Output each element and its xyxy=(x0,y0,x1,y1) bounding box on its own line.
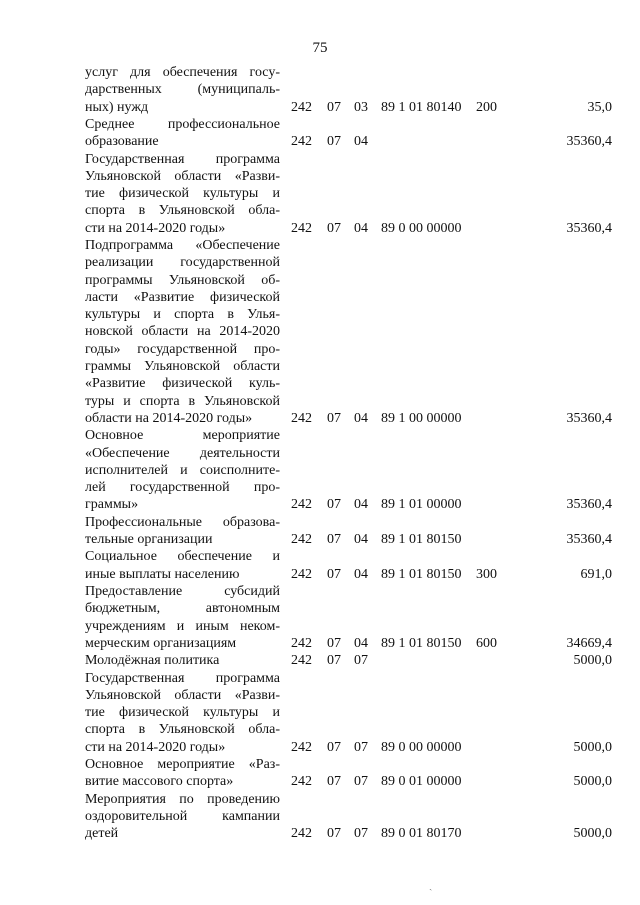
description-line: учреждениям и иным неком- xyxy=(85,618,280,634)
target-article-code: 89 0 00 00000 xyxy=(381,220,462,236)
section-code: 07 xyxy=(327,532,341,548)
description-line: годы» государственной про- xyxy=(85,341,280,357)
description-line: услуг для обеспечения госу- xyxy=(85,65,280,80)
description-line: Основное мероприятие «Раз- xyxy=(85,757,280,772)
target-article-code: 89 1 01 80150 xyxy=(381,566,462,582)
target-article-code: 89 0 01 00000 xyxy=(381,774,462,790)
description-line: тие физической культуры и xyxy=(85,186,280,202)
amount-value: 5000,0 xyxy=(573,774,612,790)
amount-value: 5000,0 xyxy=(573,826,612,842)
section-code: 07 xyxy=(327,99,341,115)
description-line: Государственная программа xyxy=(85,151,280,167)
amount-value: 5000,0 xyxy=(573,739,612,755)
row-description xyxy=(85,514,280,549)
subsection-code: 07 xyxy=(354,653,368,669)
grbs-code: 242 xyxy=(291,99,312,115)
description-line: новской области на 2014-2020 xyxy=(85,324,280,340)
amount-value: 35360,4 xyxy=(566,497,612,513)
page-number: 75 xyxy=(312,40,328,56)
expense-type-code: 300 xyxy=(476,566,497,582)
row-description xyxy=(85,151,280,237)
section-code: 07 xyxy=(327,497,341,513)
amount-value: 34669,4 xyxy=(566,635,612,651)
section-code: 07 xyxy=(327,826,341,842)
row-description xyxy=(85,237,280,427)
subsection-code: 04 xyxy=(354,497,368,513)
section-code: 07 xyxy=(327,411,341,426)
expense-type-code: 200 xyxy=(476,99,497,115)
description-line: области на 2014-2020 годы» xyxy=(85,410,253,426)
row-description xyxy=(85,583,280,652)
subsection-code: 04 xyxy=(354,220,368,236)
grbs-code: 242 xyxy=(291,497,312,513)
section-code: 07 xyxy=(327,566,341,582)
amount-value: 35360,4 xyxy=(566,134,612,150)
subsection-code: 07 xyxy=(354,774,368,790)
description-line: Профессиональные образова- xyxy=(85,514,280,530)
amount-value: 5000,0 xyxy=(573,653,612,669)
description-line: оздоровительной кампании xyxy=(85,808,280,824)
target-article-code: 89 1 01 80150 xyxy=(381,532,462,548)
target-article-code: 89 1 01 00000 xyxy=(381,497,462,513)
description-line: спорта в Ульяновской обла- xyxy=(85,203,280,219)
description-line: «Развитие физической куль- xyxy=(85,376,280,392)
amount-value: 35,0 xyxy=(587,99,612,115)
section-code: 07 xyxy=(327,220,341,236)
description-line: мерческим организациям xyxy=(85,635,237,651)
grbs-code: 242 xyxy=(291,653,312,669)
description-line: исполнителей и соисполните- xyxy=(85,462,280,478)
description-line: Социальное обеспечение и xyxy=(85,549,280,565)
description-line: программы Ульяновской об- xyxy=(85,272,280,288)
grbs-code: 242 xyxy=(291,566,312,582)
expense-type-code: 600 xyxy=(476,635,497,651)
description-line: Ульяновской области «Разви- xyxy=(85,168,280,184)
section-code: 07 xyxy=(327,134,341,150)
section-code: 07 xyxy=(327,739,341,755)
grbs-code: 242 xyxy=(291,774,312,790)
subsection-code: 04 xyxy=(354,635,368,651)
description-line: Предоставление субсидий xyxy=(85,584,280,599)
row-description xyxy=(85,756,280,791)
description-line: туры и спорта в Ульяновской xyxy=(85,393,280,409)
subsection-code: 04 xyxy=(354,411,368,426)
description-line: сти на 2014-2020 годы» xyxy=(85,220,226,236)
description-line: Среднее профессиональное xyxy=(85,116,280,132)
description-line: бюджетным, автономным xyxy=(85,601,280,617)
description-line: образование xyxy=(85,134,159,150)
section-code: 07 xyxy=(327,774,341,790)
description-line: сти на 2014-2020 годы» xyxy=(85,739,226,755)
target-article-code: 89 0 00 00000 xyxy=(381,739,462,755)
description-line: Молодёжная политика xyxy=(85,653,220,669)
description-line: иные выплаты населению xyxy=(85,566,240,582)
description-line: Подпрограмма «Обеспечение xyxy=(85,238,280,253)
subsection-code: 04 xyxy=(354,566,368,582)
description-line: Ульяновской области «Разви- xyxy=(85,687,280,703)
description-line: «Обеспечение деятельности xyxy=(85,445,280,461)
description-line: лей государственной про- xyxy=(85,480,280,496)
target-article-code: 89 1 01 80140 xyxy=(381,99,462,115)
description-line: Мероприятия по проведению xyxy=(85,791,280,807)
section-code: 07 xyxy=(327,653,341,669)
description-line: дарственных (муниципаль- xyxy=(85,82,280,98)
description-line: спорта в Ульяновской обла- xyxy=(85,722,280,738)
description-line: реализации государственной xyxy=(85,255,280,271)
subsection-code: 07 xyxy=(354,826,368,842)
amount-value: 35360,4 xyxy=(566,411,612,426)
row-description xyxy=(85,548,280,583)
description-line: граммы» xyxy=(85,497,139,513)
subsection-code: 04 xyxy=(354,134,368,150)
target-article-code: 89 1 00 00000 xyxy=(381,411,462,426)
description-line: ласти «Развитие физической xyxy=(85,289,280,305)
target-article-code: 89 0 01 80170 xyxy=(381,826,462,842)
grbs-code: 242 xyxy=(291,220,312,236)
grbs-code: 242 xyxy=(291,134,312,150)
amount-value: 691,0 xyxy=(580,566,612,582)
description-line: тельные организации xyxy=(85,532,213,548)
scan-speck: ˎ xyxy=(429,880,433,891)
amount-value: 35360,4 xyxy=(566,532,612,548)
row-description xyxy=(85,116,280,151)
grbs-code: 242 xyxy=(291,826,312,842)
description-line: культуры и спорта в Улья- xyxy=(85,307,280,323)
row-description xyxy=(85,652,280,669)
subsection-code: 07 xyxy=(354,739,368,755)
amount-value: 35360,4 xyxy=(566,220,612,236)
description-line: тие физической культуры и xyxy=(85,705,280,721)
description-line: детей xyxy=(85,826,119,842)
grbs-code: 242 xyxy=(291,739,312,755)
grbs-code: 242 xyxy=(291,411,312,426)
grbs-code: 242 xyxy=(291,532,312,548)
description-line: Основное мероприятие xyxy=(85,428,280,444)
row-description xyxy=(85,791,280,843)
section-code: 07 xyxy=(327,635,341,651)
row-description xyxy=(85,427,280,513)
description-line: Государственная программа xyxy=(85,670,280,686)
target-article-code: 89 1 01 80150 xyxy=(381,635,462,651)
grbs-code: 242 xyxy=(291,635,312,651)
row-description xyxy=(85,64,280,116)
subsection-code: 04 xyxy=(354,532,368,548)
subsection-code: 03 xyxy=(354,99,368,115)
description-line: витие массового спорта» xyxy=(85,774,234,790)
description-line: граммы Ульяновской области xyxy=(85,359,280,375)
row-description xyxy=(85,670,280,756)
description-line: ных) нужд xyxy=(85,99,149,115)
